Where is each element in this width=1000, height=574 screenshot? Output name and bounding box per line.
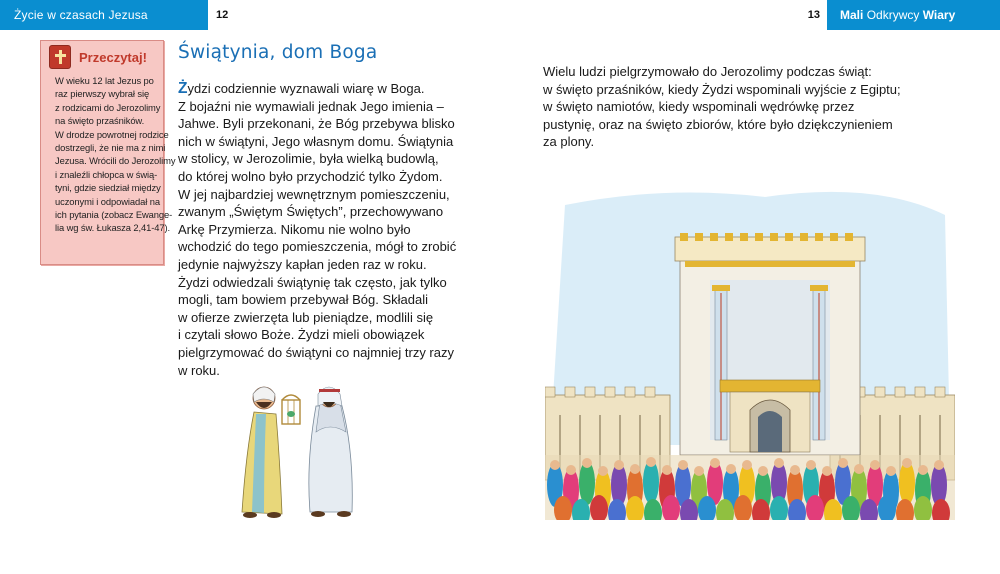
main-text-line: w ofierze zwierzęta lub pieniądze, modlili się [178,309,434,325]
crowd [545,455,955,520]
brand-word-3: Wiary [922,8,956,22]
read-box-line: W drodze powrotnej rodzice [55,128,169,140]
bible-icon [49,45,71,69]
main-text-line: Jahwe. Byli przekonani, że Bóg przebywa blisko [178,116,455,132]
read-box-line: ich pytania (zobacz Ewange- [55,209,173,221]
main-text-line: jedynie najwyższy kapłan jeden raz w roku. [178,256,427,272]
read-box-line: na święto przaśników. [55,115,145,127]
section-title: Życie w czasach Jezusa [14,8,148,22]
brand-bar [827,0,1000,30]
main-text-line: w stolicy, w Jerozolimie, była wielką budowlą, [178,151,439,167]
read-box-line: raz pierwszy wybrał się [55,88,150,100]
drop-cap: Ż [178,80,188,97]
header-right [500,0,1000,30]
right-text-line: za plony. [543,134,595,150]
section-bar [0,0,208,30]
illustration-men-with-cage [234,372,364,520]
right-text-line: Wielu ludzi pielgrzymowało do Jerozolimy podczas świąt: [543,64,872,79]
read-box-text [55,74,176,235]
right-text-line: w święto przaśników, kiedy Żydzi wspominali wyjście z Egiptu; [543,81,901,97]
main-text [178,80,470,379]
right-text-line: w święto namiotów, kiedy wspominali wędrówkę przez [543,99,855,115]
main-text-line: nich w świątyni, Jego własnym domu. Świątynia [178,133,454,149]
right-text-line: pustynię, oraz na święto zbiorów, które było dziękczynieniem [543,116,893,132]
read-box-line: uczonymi i odpowiadał na [55,195,160,207]
read-box-line: W wieku 12 lat Jezus po [55,75,154,86]
main-text-line: wchodzić do tego pomieszczenia, mógł to zrobić [178,239,457,255]
read-box [40,40,176,265]
main-text-line: Z bojaźni nie wymawiali jednak Jego imienia – [178,98,444,114]
main-text-line: Arkę Przymierza. Nikomu nie wolno było [178,221,411,237]
main-text-line [178,80,470,98]
right-text [543,63,953,151]
brand-word-1: Mali [840,8,864,22]
main-text-line: W jej najbardziej wewnętrznym pomieszczeniu, [178,186,450,202]
main-first-line: ydzi codziennie wyznawali wiarę w Boga. [187,81,425,96]
page-number-right: 13 [807,9,820,21]
read-box-line: Jezusa. Wrócili do Jerozolimy [55,155,176,167]
main-text-line: i czytali słowo Boże. Żydzi mieli obowiązek [178,327,425,343]
read-box-line: dostrzegli, że nie ma z nimi [55,142,166,154]
brand-word-2: Odkrywcy [866,8,920,22]
main-text-line: pielgrzymować do świątyni co najmniej trzy razy [178,344,454,360]
main-text-line: w roku. [178,362,220,378]
main-text-line: zwanym „Świętym Świętych”, przechowywano [178,204,444,220]
brand-logo [840,8,955,22]
page-title: Świątynia, dom Boga [178,42,378,63]
read-box-title: Przeczytaj! [79,50,147,65]
read-box-line: lia wg św. Łukasza 2,41-47). [55,222,170,234]
main-text-line: do której wolno było przychodzić tylko Żydom. [178,168,443,184]
main-text-line: mogli, tam bowiem przebywał Bóg. Składali [178,292,428,308]
read-box-header [49,45,161,71]
illustration-temple [545,185,955,520]
page-number-left: 12 [216,9,229,21]
read-box-line: tyni, gdzie siedział między [55,182,161,194]
header-left [0,0,500,30]
read-box-line: z rodzicami do Jerozolimy [55,101,161,113]
read-box-line: i znaleźli chłopca w świą- [55,168,158,180]
main-text-line: Żydzi odwiedzali świątynię tak często, jak tylko [178,274,447,290]
